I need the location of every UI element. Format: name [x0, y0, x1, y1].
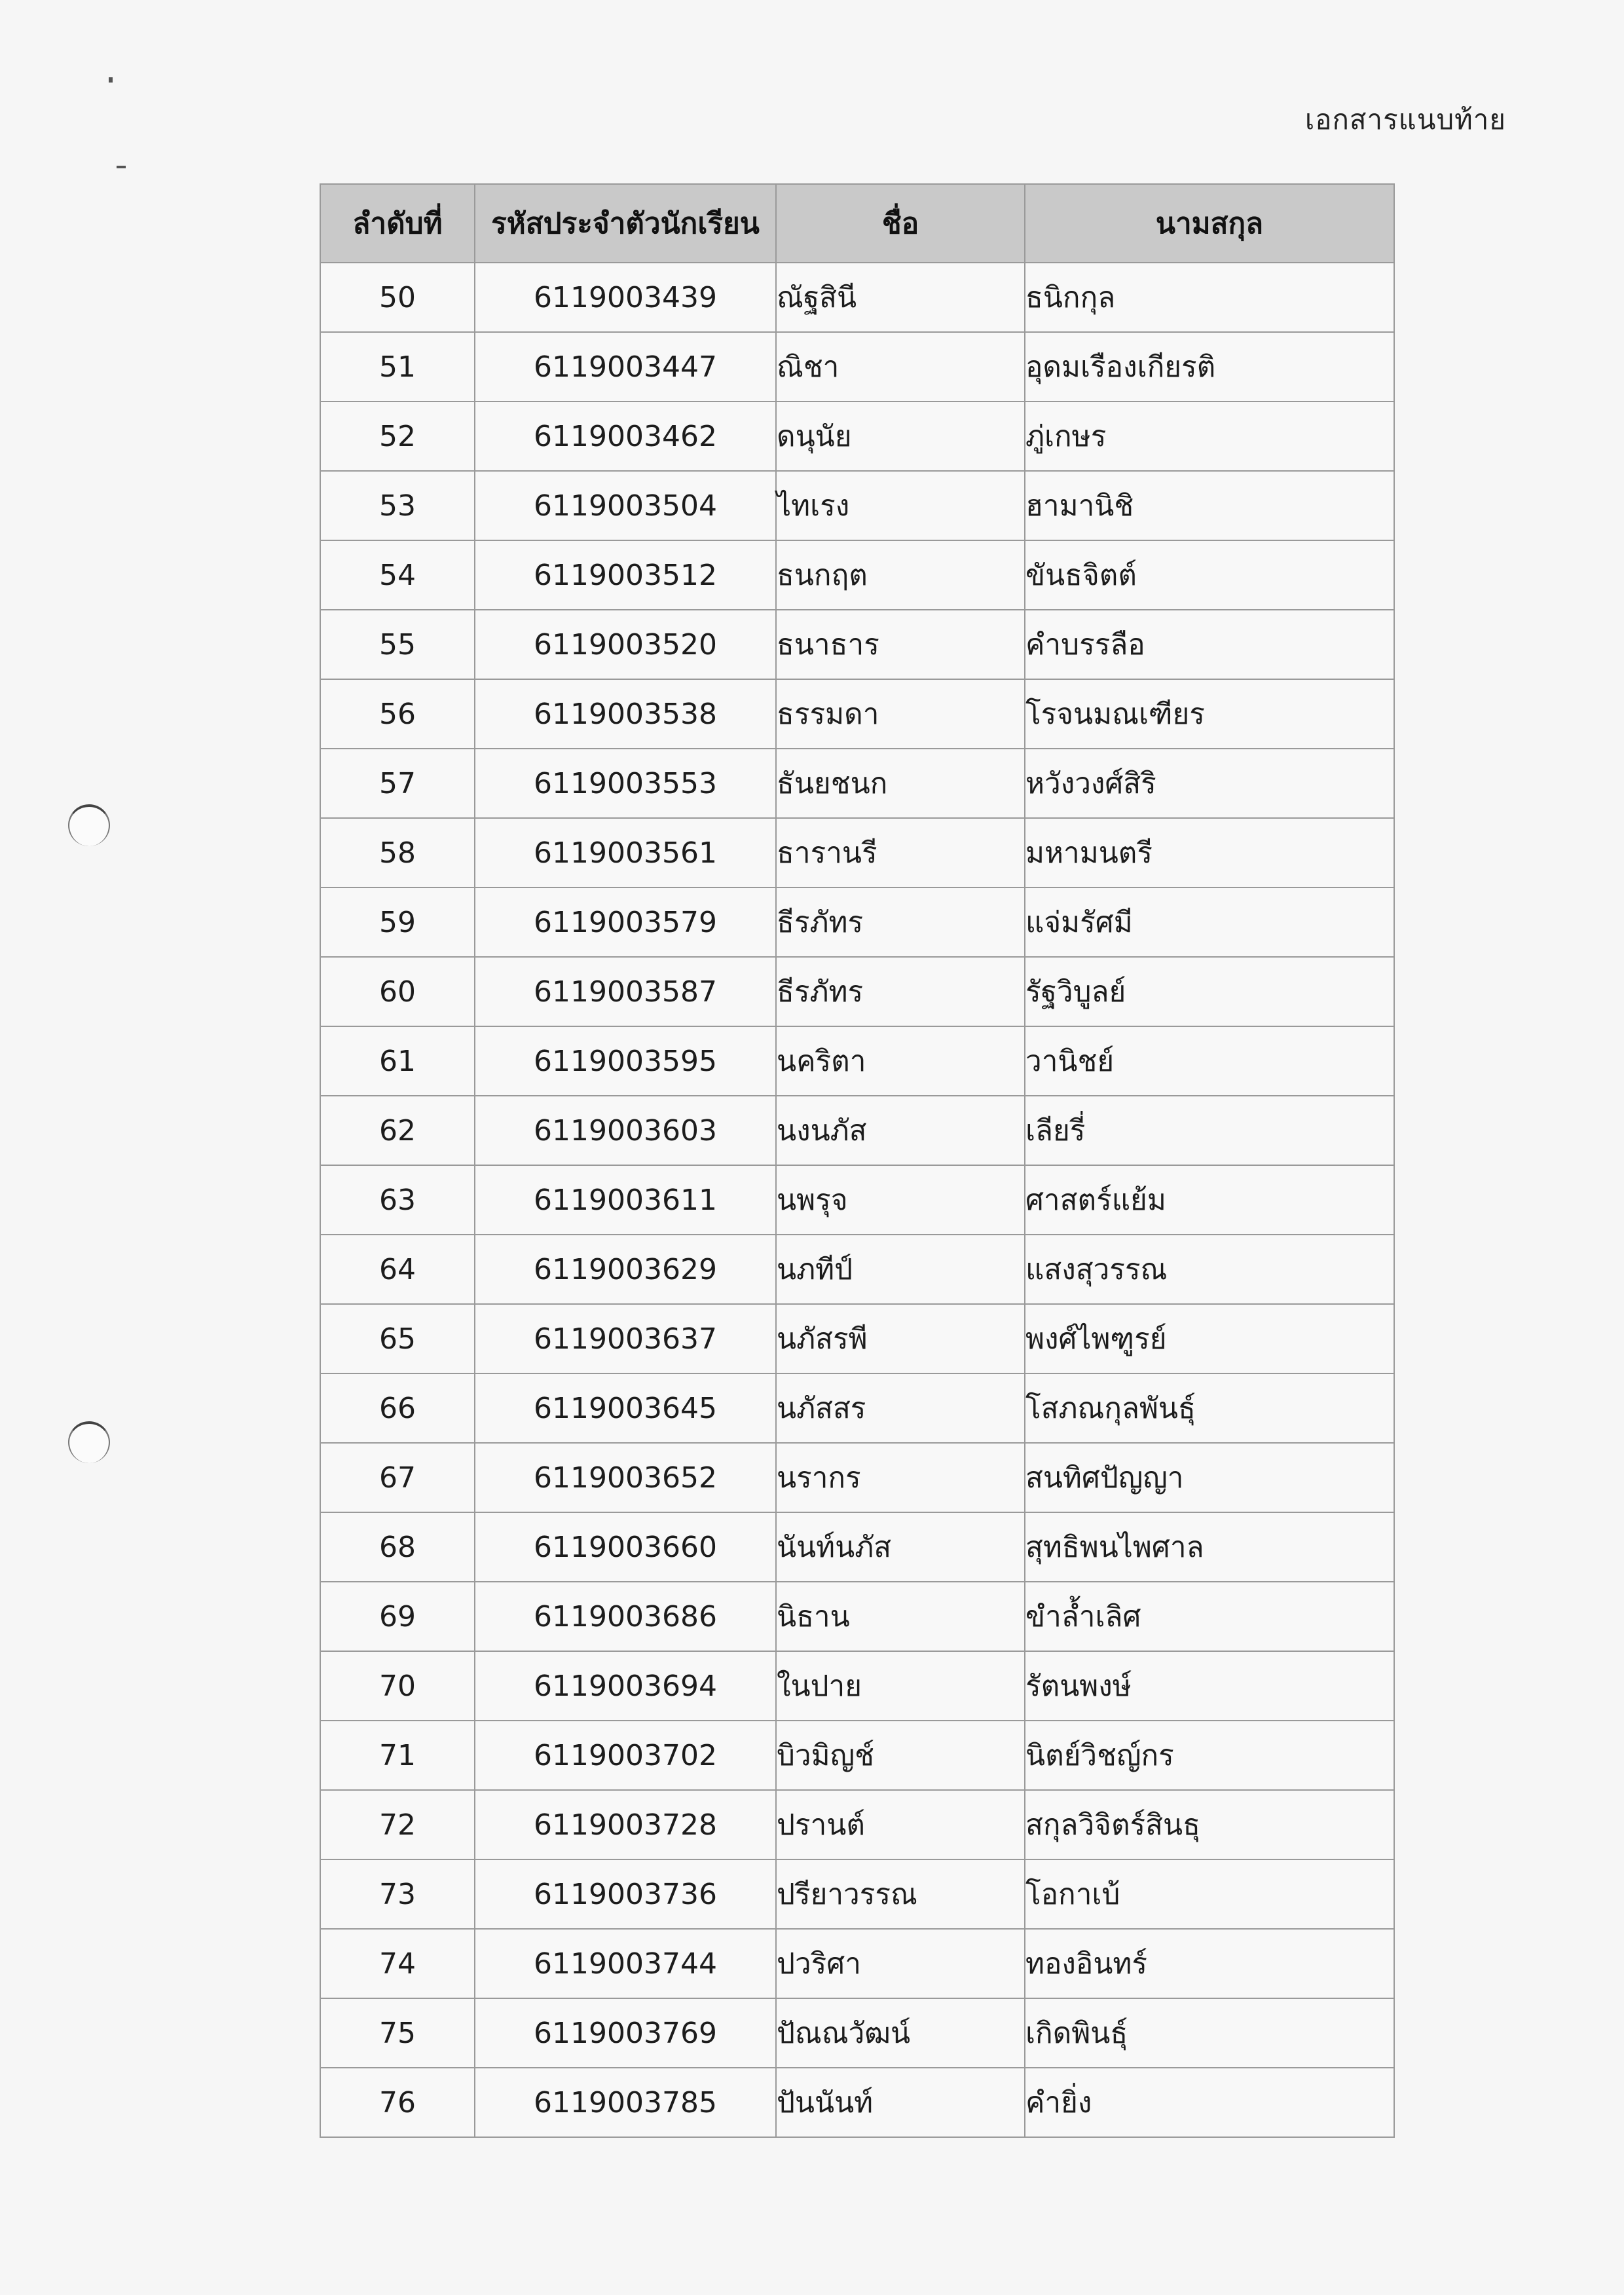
row-first-name: ธันยชนก — [776, 749, 1025, 818]
row-seq: 76 — [320, 2068, 475, 2137]
row-first-name: นรากร — [776, 1443, 1025, 1512]
row-first-name: บิวมิญช์ — [776, 1721, 1025, 1790]
table-row — [320, 263, 1394, 332]
row-last-name: แจ่มรัศมี — [1025, 887, 1394, 957]
row-student-id: 6119003504 — [475, 471, 776, 540]
row-last-name: โอกาเบ้ — [1025, 1859, 1394, 1929]
row-first-name: นภัสสร — [776, 1373, 1025, 1443]
table-row — [320, 610, 1394, 679]
table-row — [320, 1998, 1394, 2068]
table-row — [320, 401, 1394, 471]
row-last-name: พงศ์ไพฑูรย์ — [1025, 1304, 1394, 1373]
row-last-name: สกุลวิจิตร์สินธุ — [1025, 1790, 1394, 1859]
row-first-name: นภทีป์ — [776, 1235, 1025, 1304]
row-student-id: 6119003629 — [475, 1235, 776, 1304]
row-seq: 52 — [320, 401, 475, 471]
row-first-name: ธีรภัทร — [776, 957, 1025, 1026]
row-last-name: คำยิ่ง — [1025, 2068, 1394, 2137]
row-first-name: ไทเรง — [776, 471, 1025, 540]
row-student-id: 6119003637 — [475, 1304, 776, 1373]
row-last-name: สุทธิพนไพศาล — [1025, 1512, 1394, 1582]
scan-speck — [109, 77, 113, 83]
row-seq: 64 — [320, 1235, 475, 1304]
row-last-name: นิตย์วิชญ์กร — [1025, 1721, 1394, 1790]
row-seq: 55 — [320, 610, 475, 679]
header-last-name: นามสกุล — [1025, 184, 1394, 263]
row-first-name: ปรียาวรรณ — [776, 1859, 1025, 1929]
row-student-id: 6119003538 — [475, 679, 776, 749]
table-row — [320, 679, 1394, 749]
table-row — [320, 818, 1394, 887]
table-row — [320, 332, 1394, 401]
row-last-name: ฮามานิชิ — [1025, 471, 1394, 540]
row-seq: 61 — [320, 1026, 475, 1096]
table-row — [320, 749, 1394, 818]
attachment-label: เอกสารแนบท้าย — [1304, 103, 1506, 136]
row-seq: 75 — [320, 1998, 475, 2068]
row-student-id: 6119003785 — [475, 2068, 776, 2137]
row-last-name: อุดมเรืองเกียรติ — [1025, 332, 1394, 401]
table-row — [320, 1026, 1394, 1096]
row-first-name: ธรรมดา — [776, 679, 1025, 749]
row-last-name: โรจนมณเฑียร — [1025, 679, 1394, 749]
row-student-id: 6119003769 — [475, 1998, 776, 2068]
row-first-name: ณิชา — [776, 332, 1025, 401]
table-row — [320, 1929, 1394, 1998]
table-header-row — [320, 184, 1394, 263]
row-last-name: คำบรรลือ — [1025, 610, 1394, 679]
row-seq: 56 — [320, 679, 475, 749]
row-first-name: ในปาย — [776, 1651, 1025, 1721]
row-seq: 74 — [320, 1929, 475, 1998]
table-row — [320, 1373, 1394, 1443]
row-first-name: ธารานรี — [776, 818, 1025, 887]
student-table — [320, 183, 1395, 2138]
row-last-name: วานิชย์ — [1025, 1026, 1394, 1096]
row-first-name: นิธาน — [776, 1582, 1025, 1651]
row-seq: 51 — [320, 332, 475, 401]
row-student-id: 6119003553 — [475, 749, 776, 818]
row-first-name: ดนุนัย — [776, 401, 1025, 471]
row-last-name: เกิดพินธุ์ — [1025, 1998, 1394, 2068]
row-first-name: นคริตา — [776, 1026, 1025, 1096]
student-roster — [320, 183, 1393, 2138]
row-last-name: สนทิศปัญญา — [1025, 1443, 1394, 1512]
header-student-id: รหัสประจำตัวนักเรียน — [475, 184, 776, 263]
table-row — [320, 471, 1394, 540]
row-last-name: เลียรี่ — [1025, 1096, 1394, 1165]
row-first-name: ปันนันท์ — [776, 2068, 1025, 2137]
row-student-id: 6119003611 — [475, 1165, 776, 1235]
row-first-name: ณัฐสินี — [776, 263, 1025, 332]
table-row — [320, 2068, 1394, 2137]
row-seq: 68 — [320, 1512, 475, 1582]
row-last-name: รัฐวิบูลย์ — [1025, 957, 1394, 1026]
row-first-name: ธนาธาร — [776, 610, 1025, 679]
row-seq: 53 — [320, 471, 475, 540]
row-seq: 73 — [320, 1859, 475, 1929]
row-first-name: ธนกฤต — [776, 540, 1025, 610]
row-student-id: 6119003736 — [475, 1859, 776, 1929]
row-student-id: 6119003694 — [475, 1651, 776, 1721]
row-seq: 70 — [320, 1651, 475, 1721]
row-seq: 58 — [320, 818, 475, 887]
table-row — [320, 1859, 1394, 1929]
row-student-id: 6119003439 — [475, 263, 776, 332]
row-student-id: 6119003587 — [475, 957, 776, 1026]
row-first-name: นงนภัส — [776, 1096, 1025, 1165]
row-last-name: หวังวงศ์สิริ — [1025, 749, 1394, 818]
row-seq: 71 — [320, 1721, 475, 1790]
row-student-id: 6119003660 — [475, 1512, 776, 1582]
table-row — [320, 887, 1394, 957]
row-seq: 57 — [320, 749, 475, 818]
row-last-name: รัตนพงษ์ — [1025, 1651, 1394, 1721]
row-last-name: แสงสุวรรณ — [1025, 1235, 1394, 1304]
row-last-name: ขำล้ำเลิศ — [1025, 1582, 1394, 1651]
table-row — [320, 1096, 1394, 1165]
row-last-name: ทองอินทร์ — [1025, 1929, 1394, 1998]
row-student-id: 6119003579 — [475, 887, 776, 957]
table-row — [320, 540, 1394, 610]
table-row — [320, 957, 1394, 1026]
row-first-name: ปวริศา — [776, 1929, 1025, 1998]
row-seq: 60 — [320, 957, 475, 1026]
row-student-id: 6119003686 — [475, 1582, 776, 1651]
row-student-id: 6119003702 — [475, 1721, 776, 1790]
row-first-name: นันท์นภัส — [776, 1512, 1025, 1582]
row-seq: 62 — [320, 1096, 475, 1165]
scan-speck — [117, 166, 126, 168]
table-row — [320, 1304, 1394, 1373]
row-student-id: 6119003462 — [475, 401, 776, 471]
row-first-name: ปรานต์ — [776, 1790, 1025, 1859]
row-last-name: ภู่เกษร — [1025, 401, 1394, 471]
row-last-name: มหามนตรี — [1025, 818, 1394, 887]
row-student-id: 6119003520 — [475, 610, 776, 679]
row-student-id: 6119003728 — [475, 1790, 776, 1859]
row-student-id: 6119003561 — [475, 818, 776, 887]
row-seq: 54 — [320, 540, 475, 610]
row-first-name: นภัสรพี — [776, 1304, 1025, 1373]
row-last-name: ขันธจิตต์ — [1025, 540, 1394, 610]
table-row — [320, 1165, 1394, 1235]
row-seq: 65 — [320, 1304, 475, 1373]
table-row — [320, 1721, 1394, 1790]
row-seq: 59 — [320, 887, 475, 957]
row-seq: 63 — [320, 1165, 475, 1235]
table-row — [320, 1582, 1394, 1651]
row-seq: 67 — [320, 1443, 475, 1512]
row-first-name: ปัณณวัฒน์ — [776, 1998, 1025, 2068]
row-student-id: 6119003447 — [475, 332, 776, 401]
table-row — [320, 1651, 1394, 1721]
row-last-name: ศาสตร์แย้ม — [1025, 1165, 1394, 1235]
punch-hole-mark — [68, 1421, 110, 1463]
row-student-id: 6119003744 — [475, 1929, 776, 1998]
table-row — [320, 1235, 1394, 1304]
row-first-name: ธีรภัทร — [776, 887, 1025, 957]
punch-hole-mark — [68, 804, 110, 846]
row-last-name: ธนิกกุล — [1025, 263, 1394, 332]
table-row — [320, 1443, 1394, 1512]
row-student-id: 6119003595 — [475, 1026, 776, 1096]
row-student-id: 6119003512 — [475, 540, 776, 610]
row-student-id: 6119003603 — [475, 1096, 776, 1165]
table-row — [320, 1512, 1394, 1582]
row-first-name: นพรุจ — [776, 1165, 1025, 1235]
header-first-name: ชื่อ — [776, 184, 1025, 263]
row-seq: 50 — [320, 263, 475, 332]
row-seq: 66 — [320, 1373, 475, 1443]
row-seq: 72 — [320, 1790, 475, 1859]
table-body — [320, 263, 1394, 2137]
row-student-id: 6119003645 — [475, 1373, 776, 1443]
row-seq: 69 — [320, 1582, 475, 1651]
row-student-id: 6119003652 — [475, 1443, 776, 1512]
table-row — [320, 1790, 1394, 1859]
row-last-name: โสภณกุลพันธุ์ — [1025, 1373, 1394, 1443]
header-seq: ลำดับที่ — [320, 184, 475, 263]
